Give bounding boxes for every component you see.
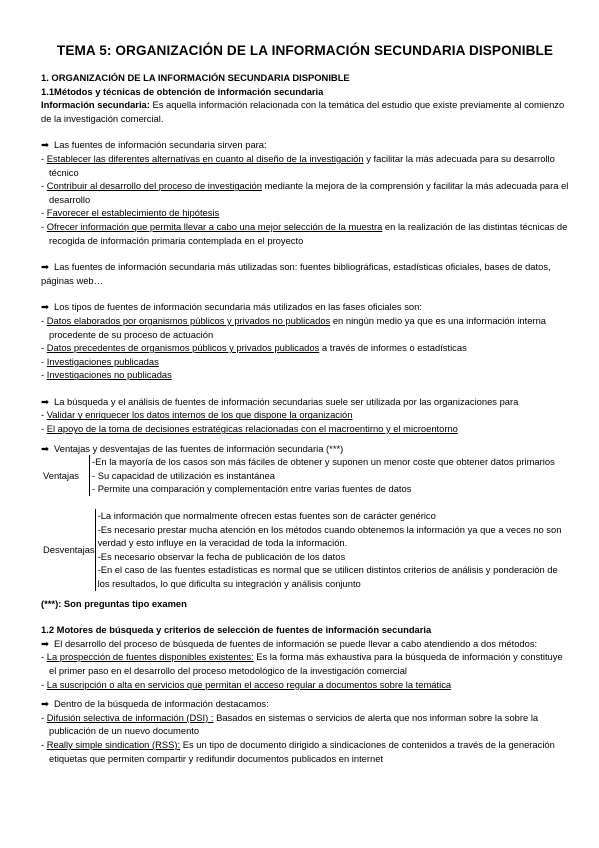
list-item: - Su capacidad de utilización es instantánea (92, 469, 275, 481)
arrow-icon: ➡ (41, 698, 49, 710)
list-item: - Datos elaborados por organismos públicos y privados no publicados en ningún medio ya que es una información interna procedente de su proceso de actuación (41, 314, 547, 340)
arrow-icon: ➡ (41, 301, 49, 313)
arrow-icon: ➡ (41, 395, 49, 407)
methods-list (41, 650, 569, 691)
list-item: -En el caso de las fuentes estadísticas es normal que se utilicen distintos criterios de análisis y ponderación de los resultados, lo que dificulta su integración y análisis conjunto (97, 564, 558, 589)
subsection-heading: 1.2 Motores de búsqueda y criterios de selección de fuentes de información secundaria (41, 624, 432, 636)
list-item: - El apoyo de la toma de decisiones estratégicas relacionadas con el macroentirno y el microentorno (41, 423, 458, 435)
types-intro: ➡ Los tipos de fuentes de información secundaria más utilizados en las fases oficiales son: (41, 301, 422, 313)
list-item: -Es necesario prestar mucha atención en los métodos cuando obtenemos la información ya que a veces no son verdad y esto influye en la veracidad de toda la información. (97, 523, 562, 549)
methods-intro: ➡ El desarrollo del proceso de búsqueda de fuentes de información se puede llevar a cabo atendiendo a dos métodos: (41, 637, 538, 649)
uses-list (41, 152, 569, 247)
list-item: - La suscripción o alta en servicios que permitan el acceso regular a documentos sobre la temática (41, 678, 452, 690)
highlights-intro: ➡ Dentro de la búsqueda de información destacamos: (41, 698, 269, 710)
ventajas-label: Ventajas (43, 469, 79, 481)
highlights-list (41, 711, 569, 765)
vd-intro: ➡ Ventajas y desventajas de las fuentes de información secundaria (***) (41, 442, 344, 454)
arrow-icon: ➡ (41, 442, 49, 454)
list-item: - Datos precedentes de organismos públicos y privados publicados a través de informes o estadísticas (41, 342, 467, 354)
most-used-paragraph: ➡ Las fuentes de información secundaria más utilizadas son: fuentes bibliográficas, estadísticas oficiales, bases de datos, páginas web… (41, 261, 551, 286)
list-item: - Contribuir al desarrollo del proceso de investigación mediante la mejora de la comprensión y facilitar la más adecuada para el desarrollo (41, 180, 569, 205)
ventajas-list (89, 455, 555, 496)
arrow-icon: ➡ (41, 261, 49, 273)
search-list (41, 408, 569, 435)
subsection-heading: 1.1Métodos y técnicas de obtención de información secundaria (41, 85, 324, 97)
list-item: - La prospección de fuentes disponibles existentes: Es la forma más exhaustiva para la búsqueda de información y constituye el primer paso en el desarrollo del proceso metodológico de la investigación comercial (41, 651, 563, 676)
arrow-icon: ➡ (41, 637, 49, 649)
desventajas-block (43, 509, 569, 591)
ventajas-block (43, 455, 569, 496)
list-item: -La información que normalmente ofrecen estas fuentes son de carácter genérico (97, 510, 436, 522)
types-list (41, 314, 569, 382)
list-item: - Favorecer el establecimiento de hipótesis (41, 207, 220, 219)
desventajas-label: Desventajas (43, 544, 95, 556)
list-item: -Es necesario observar la fecha de publicación de los datos (97, 550, 346, 562)
section-heading: 1. ORGANIZACIÓN DE LA INFORMACIÓN SECUNDARIA DISPONIBLE (41, 72, 350, 83)
desventajas-list (95, 509, 569, 591)
list-item: - Ofrecer información que permita llevar a cabo una mejor selección de la muestra en la realización de las distintas técnicas de recogida de información primaria contemplada en el proyecto (41, 220, 568, 246)
list-item: -En la mayoría de los casos son más fáciles de obtener y suponen un menor coste que obtener datos primarios (92, 456, 555, 468)
list-item: - Investigaciones publicadas (41, 355, 159, 367)
arrow-icon: ➡ (41, 139, 49, 151)
list-item: - Establecer las diferentes alternativas en cuanto al diseño de la investigación y facilitar la más adecuada para su desarrollo técnico (41, 152, 555, 178)
page-title: TEMA 5: ORGANIZACIÓN DE LA INFORMACIÓN SECUNDARIA DISPONIBLE (56, 43, 554, 58)
list-item: - Investigaciones no publicadas (41, 369, 172, 381)
list-item: - Really simple sindication (RSS): Es un tipo de documento dirigido a sindicaciones de contenidos a través de la generación etiquetas que permiten compartir y redifundir documentos publicados en internet (41, 738, 555, 764)
definition-paragraph: Información secundaria: Es aquella información relacionada con la temática del estudio que existe previamente al comienzo de la investigación comercial. (41, 99, 565, 124)
exam-note: (***): Son preguntas tipo examen (41, 597, 187, 609)
uses-intro: ➡ Las fuentes de información secundaria sirven para: (41, 139, 267, 151)
search-intro: ➡ La búsqueda y el análisis de fuentes de información secundarias suele ser utilizada por las organizaciones para (41, 395, 519, 407)
list-item: - Validar y enriquecer los datos internos de los que dispone la organización (41, 409, 353, 421)
list-item: - Difusión selectiva de información (DSI) : Basados en sistemas o servicios de alerta que nos informan sobre la sobre la publicación de un nuevo documento (41, 711, 539, 737)
list-item: - Permite una comparación y complementación entre varias fuentes de datos (92, 483, 412, 495)
